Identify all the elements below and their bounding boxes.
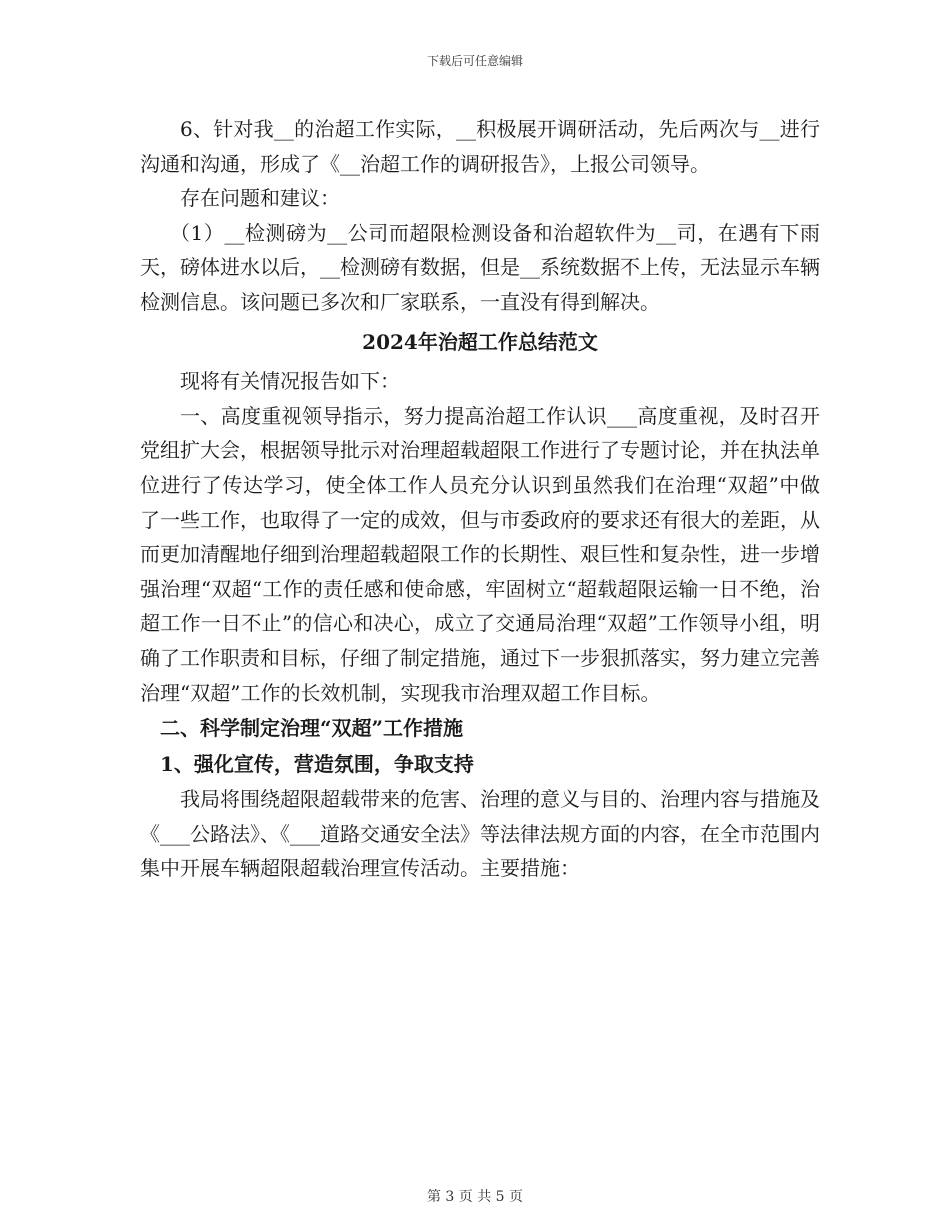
document-body: [140, 112, 820, 886]
page-header: 下载后可任意编辑: [426, 54, 523, 68]
subsection-heading-1: 1、强化宣传，营造氛围，争取支持: [160, 752, 474, 777]
paragraph-publicity: 我局将围绕超限超载带来的危害、治理的意义与目的、治理内容与措施及《___公路法》、《___道路交通安全法》等法律法规方面的内容，在全市范围内集中开展车辆超限超载治理宣传活动。主要措施：: [140, 787, 820, 881]
paragraph-issues-label: 存在问题和建议：: [180, 186, 340, 211]
section-heading-2: 二、科学制定治理“双超”工作措施: [160, 716, 464, 741]
page-footer: 第 3 页 共 5 页: [426, 1189, 524, 1205]
paragraph-item-6: 6、针对我__的治超工作实际，__积极展开调研活动，先后两次与__进行沟通和沟通，形成了《__治超工作的调研报告》，上报公司领导。: [140, 117, 820, 176]
paragraph-intro: 现将有关情况报告如下：: [180, 369, 400, 394]
paragraph-section-1: 一、高度重视领导指示，努力提高治超工作认识___高度重视，及时召开党组扩大会，根据领导批示对治理超载超限工作进行了专题讨论，并在执法单位进行了传达学习，使全体工作人员充分认识到虽然我们在治理“双超”中做了一些工作，也取得了一定的成效，但与市委政府的要求还有很大的差距，从而更加清醒地仔细到治理超载超限工作的长期性、艰巨性和复杂性，进一步增强治理“双超“工作的责任感和使命感，牢固树立“超载超限运输一日不绝，治超工作一日不止”的信心和决心，成立了交通局治理“双超”工作领导小组，明确了工作职责和目标，仔细了制定措施，通过下一步狠抓落实，努力建立完善治理“双超”工作的长效机制，实现我市治理双超工作目标。: [140, 403, 820, 705]
document-title: 2024年治超工作总结范文: [362, 329, 598, 354]
paragraph-issue-1: （1）__检测磅为__公司而超限检测设备和治超软件为__司，在遇有下雨天，磅体进水以后，__检测磅有数据，但是__系统数据不上传，无法显示车辆检测信息。该问题已多次和厂家联系，一直没有得到解决。: [140, 220, 820, 314]
